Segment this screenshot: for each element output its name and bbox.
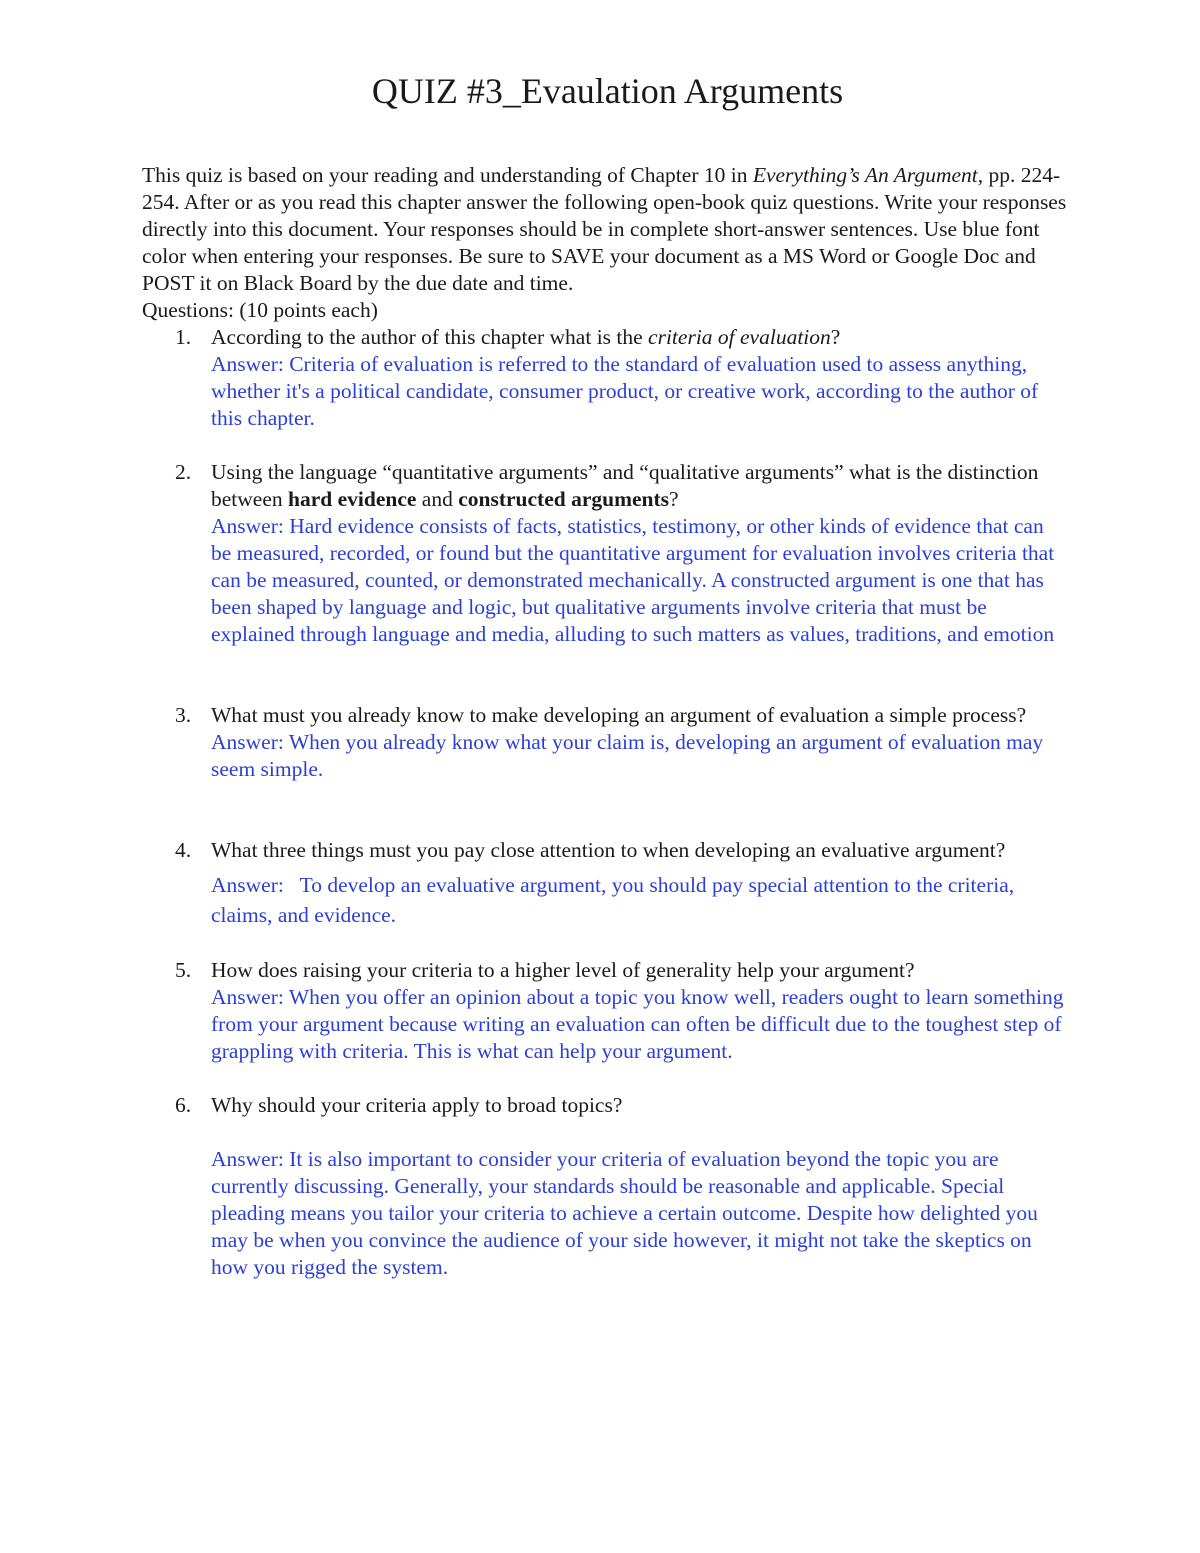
question-number: 2. — [175, 460, 192, 484]
question-prompt — [211, 459, 1067, 513]
answer-text: Answer: Criteria of evaluation is referred to the standard of evaluation used to assess anything, whether it's a political candidate, consumer product, or creative work, according to the author of this chapter. — [211, 352, 1039, 430]
document-page — [142, 70, 1067, 1281]
answer-text: Answer: When you already know what your claim is, developing an argument of evaluation may seem simple. — [211, 730, 1044, 781]
question-number: 1. — [175, 325, 192, 349]
question-prompt-text: Using the language “quantitative arguments” and “qualitative arguments” what is the distinction between — [211, 460, 1039, 511]
intro-text-part2: , pp. 224-254. After or as you read this chapter answer the following open-book quiz questions. Write your responses directly into this document. Your responses should be in complete short-answer sentences. Use blue font color when entering your responses. Be sure to SAVE your document as a MS Word or Google Doc and POST it on Black Board by the due date and time. — [142, 163, 1067, 295]
question-prompt: What must you already know to make developing an argument of evaluation a simple process? — [211, 703, 1027, 727]
intro-text-part1: This quiz is based on your reading and understanding of Chapter 10 in — [142, 163, 753, 187]
answer-text: Answer: Hard evidence consists of facts, statistics, testimony, or other kinds of evidence that can be measured, recorded, or found but the quantitative argument for evaluation involves criteria that can be measured, counted, or demonstrated mechanically. A constructed argument is one that has been shaped by language and logic, but qualitative arguments involve criteria that must be explained through language and media, alluding to such matters as values, traditions, and emotion — [211, 514, 1055, 646]
question-prompt-bold: hard evidence — [288, 487, 417, 511]
question-prompt: Why should your criteria apply to broad topics? — [211, 1093, 623, 1117]
question-item — [142, 324, 1067, 432]
question-prompt-text: ? — [830, 325, 841, 349]
question-item — [142, 459, 1067, 648]
question-number: 5. — [175, 958, 192, 982]
question-prompt-text: and — [416, 487, 459, 511]
question-prompt-text: ? — [669, 487, 679, 511]
question-number: 4. — [175, 838, 192, 862]
answer-text: Answer: When you offer an opinion about a topic you know well, readers ought to learn something from your argument because writing an evaluation can often be difficult due to the toughest step of grappling with criteria. This is what can help your argument. — [211, 985, 1064, 1063]
question-number: 3. — [175, 703, 192, 727]
question-prompt-text: According to the author of this chapter what is the — [211, 325, 649, 349]
document-title: QUIZ #3_Evaulation Arguments — [371, 71, 844, 111]
question-prompt-emphasis: criteria of evaluation — [648, 325, 831, 349]
question-item — [142, 702, 1067, 783]
answer-text: Answer: It is also important to consider your criteria of evaluation beyond the topic you are currently discussing. Generally, your standards should be reasonable and applicable. Special pleading means you tailor your criteria to achieve a certain outcome. Despite how delighted you may be when you convince the audience of your side however, it might not take the skeptics on how you rigged the system. — [211, 1147, 1038, 1279]
questions-list — [142, 324, 1067, 1281]
questions-label: Questions: (10 points each) — [142, 298, 378, 322]
question-item — [142, 957, 1067, 1065]
question-item — [142, 1092, 1067, 1281]
question-number: 6. — [175, 1093, 192, 1117]
question-item — [142, 837, 1067, 930]
question-prompt — [211, 324, 1067, 351]
answer-text: Answer: To develop an evaluative argument, you should pay special attention to the criteria, claims, and evidence. — [211, 873, 1020, 927]
question-prompt: How does raising your criteria to a higher level of generality help your argument? — [211, 958, 915, 982]
book-title: Everything’s An Argument — [752, 163, 978, 187]
question-prompt: What three things must you pay close attention to when developing an evaluative argument? — [211, 838, 1006, 862]
intro-paragraph — [142, 162, 1067, 297]
question-prompt-bold: constructed arguments — [458, 487, 670, 511]
